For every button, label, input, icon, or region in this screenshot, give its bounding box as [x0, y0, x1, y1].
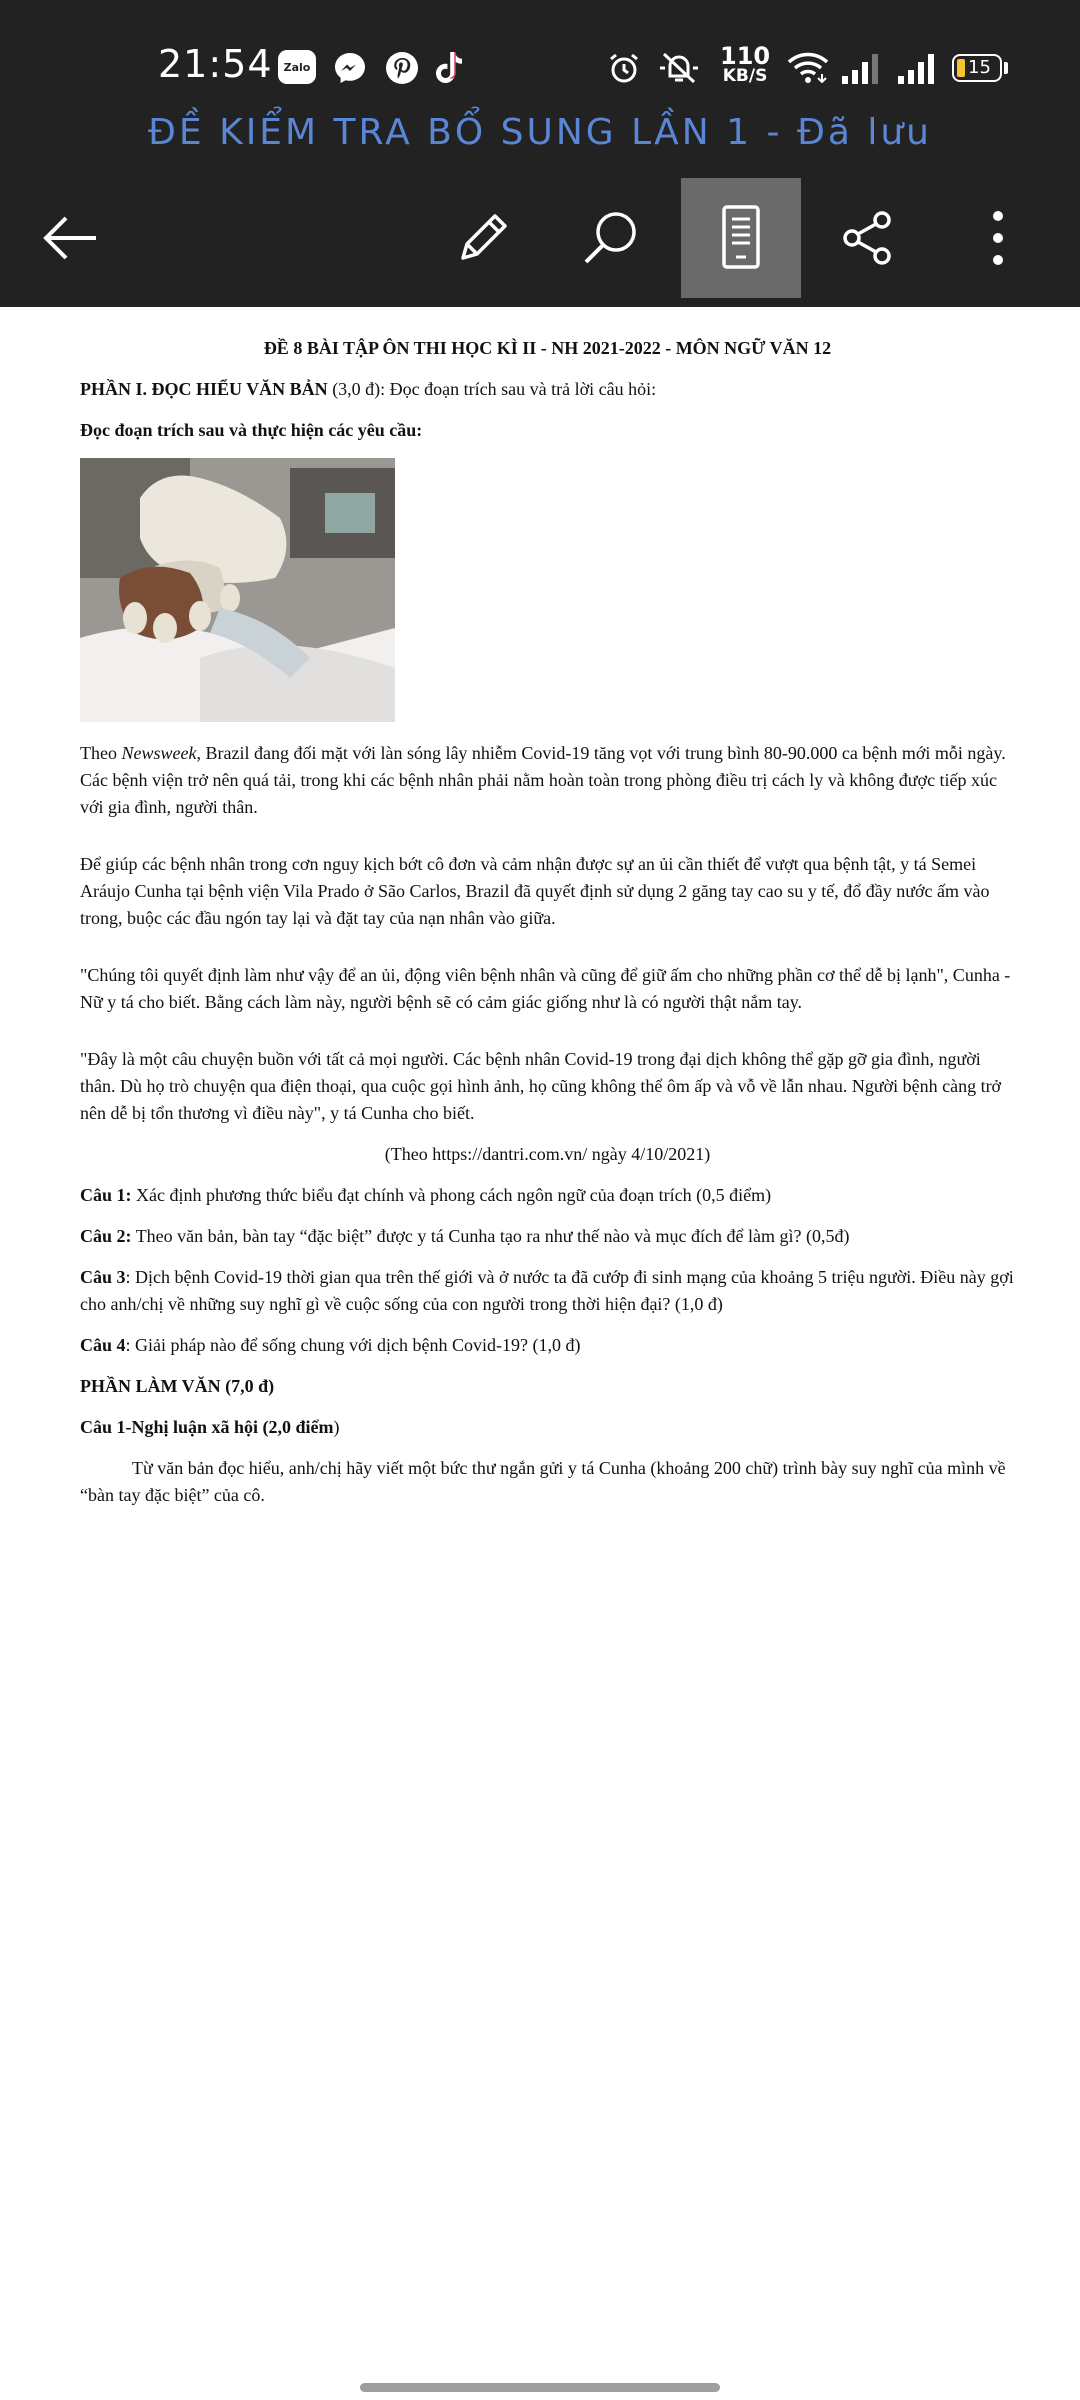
battery-level: 15 [968, 57, 991, 78]
network-speed-value: 110 [720, 42, 771, 70]
pinterest-icon [384, 50, 420, 86]
share-icon [838, 208, 898, 268]
paragraph-2: Để giúp các bệnh nhân trong cơn nguy kịch bớt cô đơn và cảm nhận được sự an ủi cần thiết để vượt qua bệnh tật, y tá Semei Aráujo Cunha tại bệnh viện Vila Prado ở São Carlos, Brazil đã quyết định sử dụng 2 găng tay cao su y tế, đổ đầy nước ấm vào trong, buộc các đầu ngón tay lại và đặt tay của nạn nhân vào giữa. [80, 854, 990, 928]
search-button[interactable] [550, 178, 670, 298]
essay-1-heading [80, 1414, 1015, 1441]
document-page[interactable] [80, 335, 1015, 1523]
question-3 [80, 1264, 1015, 1318]
share-button[interactable] [808, 178, 928, 298]
section2-label: PHẦN LÀM VĂN (7,0 đ) [80, 1376, 275, 1396]
home-indicator[interactable] [360, 2383, 720, 2392]
glove-hand-photo [80, 458, 395, 722]
q2-label: Câu 2: [80, 1226, 132, 1246]
signal-icon [896, 50, 936, 86]
essay1-label: Câu 1-Nghị luận xã hội (2,0 điểm [80, 1417, 334, 1437]
paragraph-1 [80, 740, 1015, 821]
p1-source: Newsweek [121, 743, 197, 763]
spacer [80, 835, 1015, 851]
question-2 [80, 1223, 1015, 1250]
zalo-icon: Zalo [278, 50, 316, 84]
q3-label: Câu 3 [80, 1267, 126, 1287]
section1-rest: (3,0 đ): Đọc đoạn trích sau và trả lời câu hỏi: [327, 379, 657, 399]
network-speed-unit: KB/S [722, 66, 768, 86]
alarm-icon [606, 50, 642, 86]
question-4 [80, 1332, 1015, 1359]
network-speed [720, 44, 770, 85]
source-line: (Theo https://dantri.com.vn/ ngày 4/10/2021) [384, 1144, 711, 1164]
back-arrow-icon [40, 213, 100, 263]
spacer [80, 1030, 1015, 1046]
more-icon [988, 208, 1008, 268]
essay-1-prompt: Từ văn bản đọc hiểu, anh/chị hãy viết một bức thư ngắn gửi y tá Cunha (khoảng 200 chữ) trình bày suy nghĩ của mình về “bàn tay đặc biệt” của cô. [80, 1458, 1006, 1505]
tiktok-icon [434, 50, 468, 88]
section1-label: PHẦN I. ĐỌC HIỂU VĂN BẢN [80, 379, 328, 399]
battery-tip [1004, 62, 1008, 74]
more-options-button[interactable] [938, 178, 1058, 298]
question-1 [80, 1182, 1015, 1209]
reading-view-button[interactable] [681, 178, 801, 298]
back-button[interactable] [10, 178, 130, 298]
instruction-text: Đọc đoạn trích sau và thực hiện các yêu cầu: [80, 420, 423, 440]
reading-view-icon [716, 203, 766, 273]
battery-icon [952, 54, 1002, 82]
paragraph-4: "Đây là một câu chuyện buồn với tất cả mọi người. Các bệnh nhân Covid-19 trong đại dịch không thể gặp gỡ gia đình, người thân. Dù họ trò chuyện qua điện thoại, qua cuộc gọi hình ảnh, họ cũng không thể ôm ấp và vỗ về lẫn nhau. Người bệnh càng trở nên dễ bị tổn thương vì điều này", y tá Cunha cho biết. [80, 1049, 1002, 1123]
q2-text: Theo văn bản, bàn tay “đặc biệt” được y tá Cunha tạo ra như thế nào và mục đích để làm gì? (0,5đ) [131, 1226, 850, 1246]
spacer [80, 946, 1015, 962]
paragraph-3: "Chúng tôi quyết định làm như vậy để an ủi, động viên bệnh nhân và cũng để giữ ấm cho những phần cơ thể dễ bị lạnh", Cunha -Nữ y tá cho biết. Bằng cách làm này, người bệnh sẽ có cảm giác giống như là có người thật nắm tay. [80, 965, 1011, 1012]
muted-bell-icon [656, 50, 702, 86]
q1-label: Câu 1: [80, 1185, 132, 1205]
battery-fill [957, 59, 965, 77]
q3-text: : Dịch bệnh Covid-19 thời gian qua trên thế giới và ở nước ta đã cướp đi sinh mạng của khoảng 5 triệu người. Điều này gợi cho anh/chị về những suy nghĩ gì về cuộc sống của con người trong thời hiện đại? (1,0 đ) [80, 1267, 1014, 1314]
signal-icon [840, 50, 880, 86]
status-time: 21:54 [158, 42, 273, 86]
search-icon [578, 206, 642, 270]
app-top-bar [0, 0, 1080, 307]
toolbar [0, 178, 1080, 300]
section2-line [80, 1373, 1015, 1400]
p1-prefix: Theo [80, 743, 122, 763]
article-photo [80, 458, 395, 722]
p1-text: , Brazil đang đối mặt với làn sóng lây nhiễm Covid-19 tăng vọt với trung bình 80-90.000 ca bệnh mới mỗi ngày. Các bệnh viện trở nên quá tải, trong khi các bệnh nhân phải nằm hoàn toàn trong phòng điều trị cách ly và không được tiếp xúc với gia đình, người thân. [80, 743, 1006, 817]
q1-text: Xác định phương thức biểu đạt chính và phong cách ngôn ngữ của đoạn trích (0,5 điểm) [131, 1185, 772, 1205]
status-bar [0, 0, 1080, 130]
document-title: ĐỀ KIỂM TRA BỔ SUNG LẦN 1 - Đã lưu [148, 112, 932, 153]
edit-button[interactable] [423, 178, 543, 298]
instruction [80, 417, 1015, 444]
pencil-icon [453, 208, 513, 268]
essay1-close: ) [333, 1417, 340, 1437]
section1-line [80, 376, 1015, 403]
q4-label: Câu 4 [80, 1335, 126, 1355]
q4-text: : Giải pháp nào để sống chung với dịch bệnh Covid-19? (1,0 đ) [125, 1335, 581, 1355]
wifi-icon [786, 50, 830, 86]
messenger-icon [332, 50, 368, 86]
document-heading: ĐỀ 8 BÀI TẬP ÔN THI HỌC KÌ II - NH 2021-2022 - MÔN NGỮ VĂN 12 [263, 338, 832, 358]
